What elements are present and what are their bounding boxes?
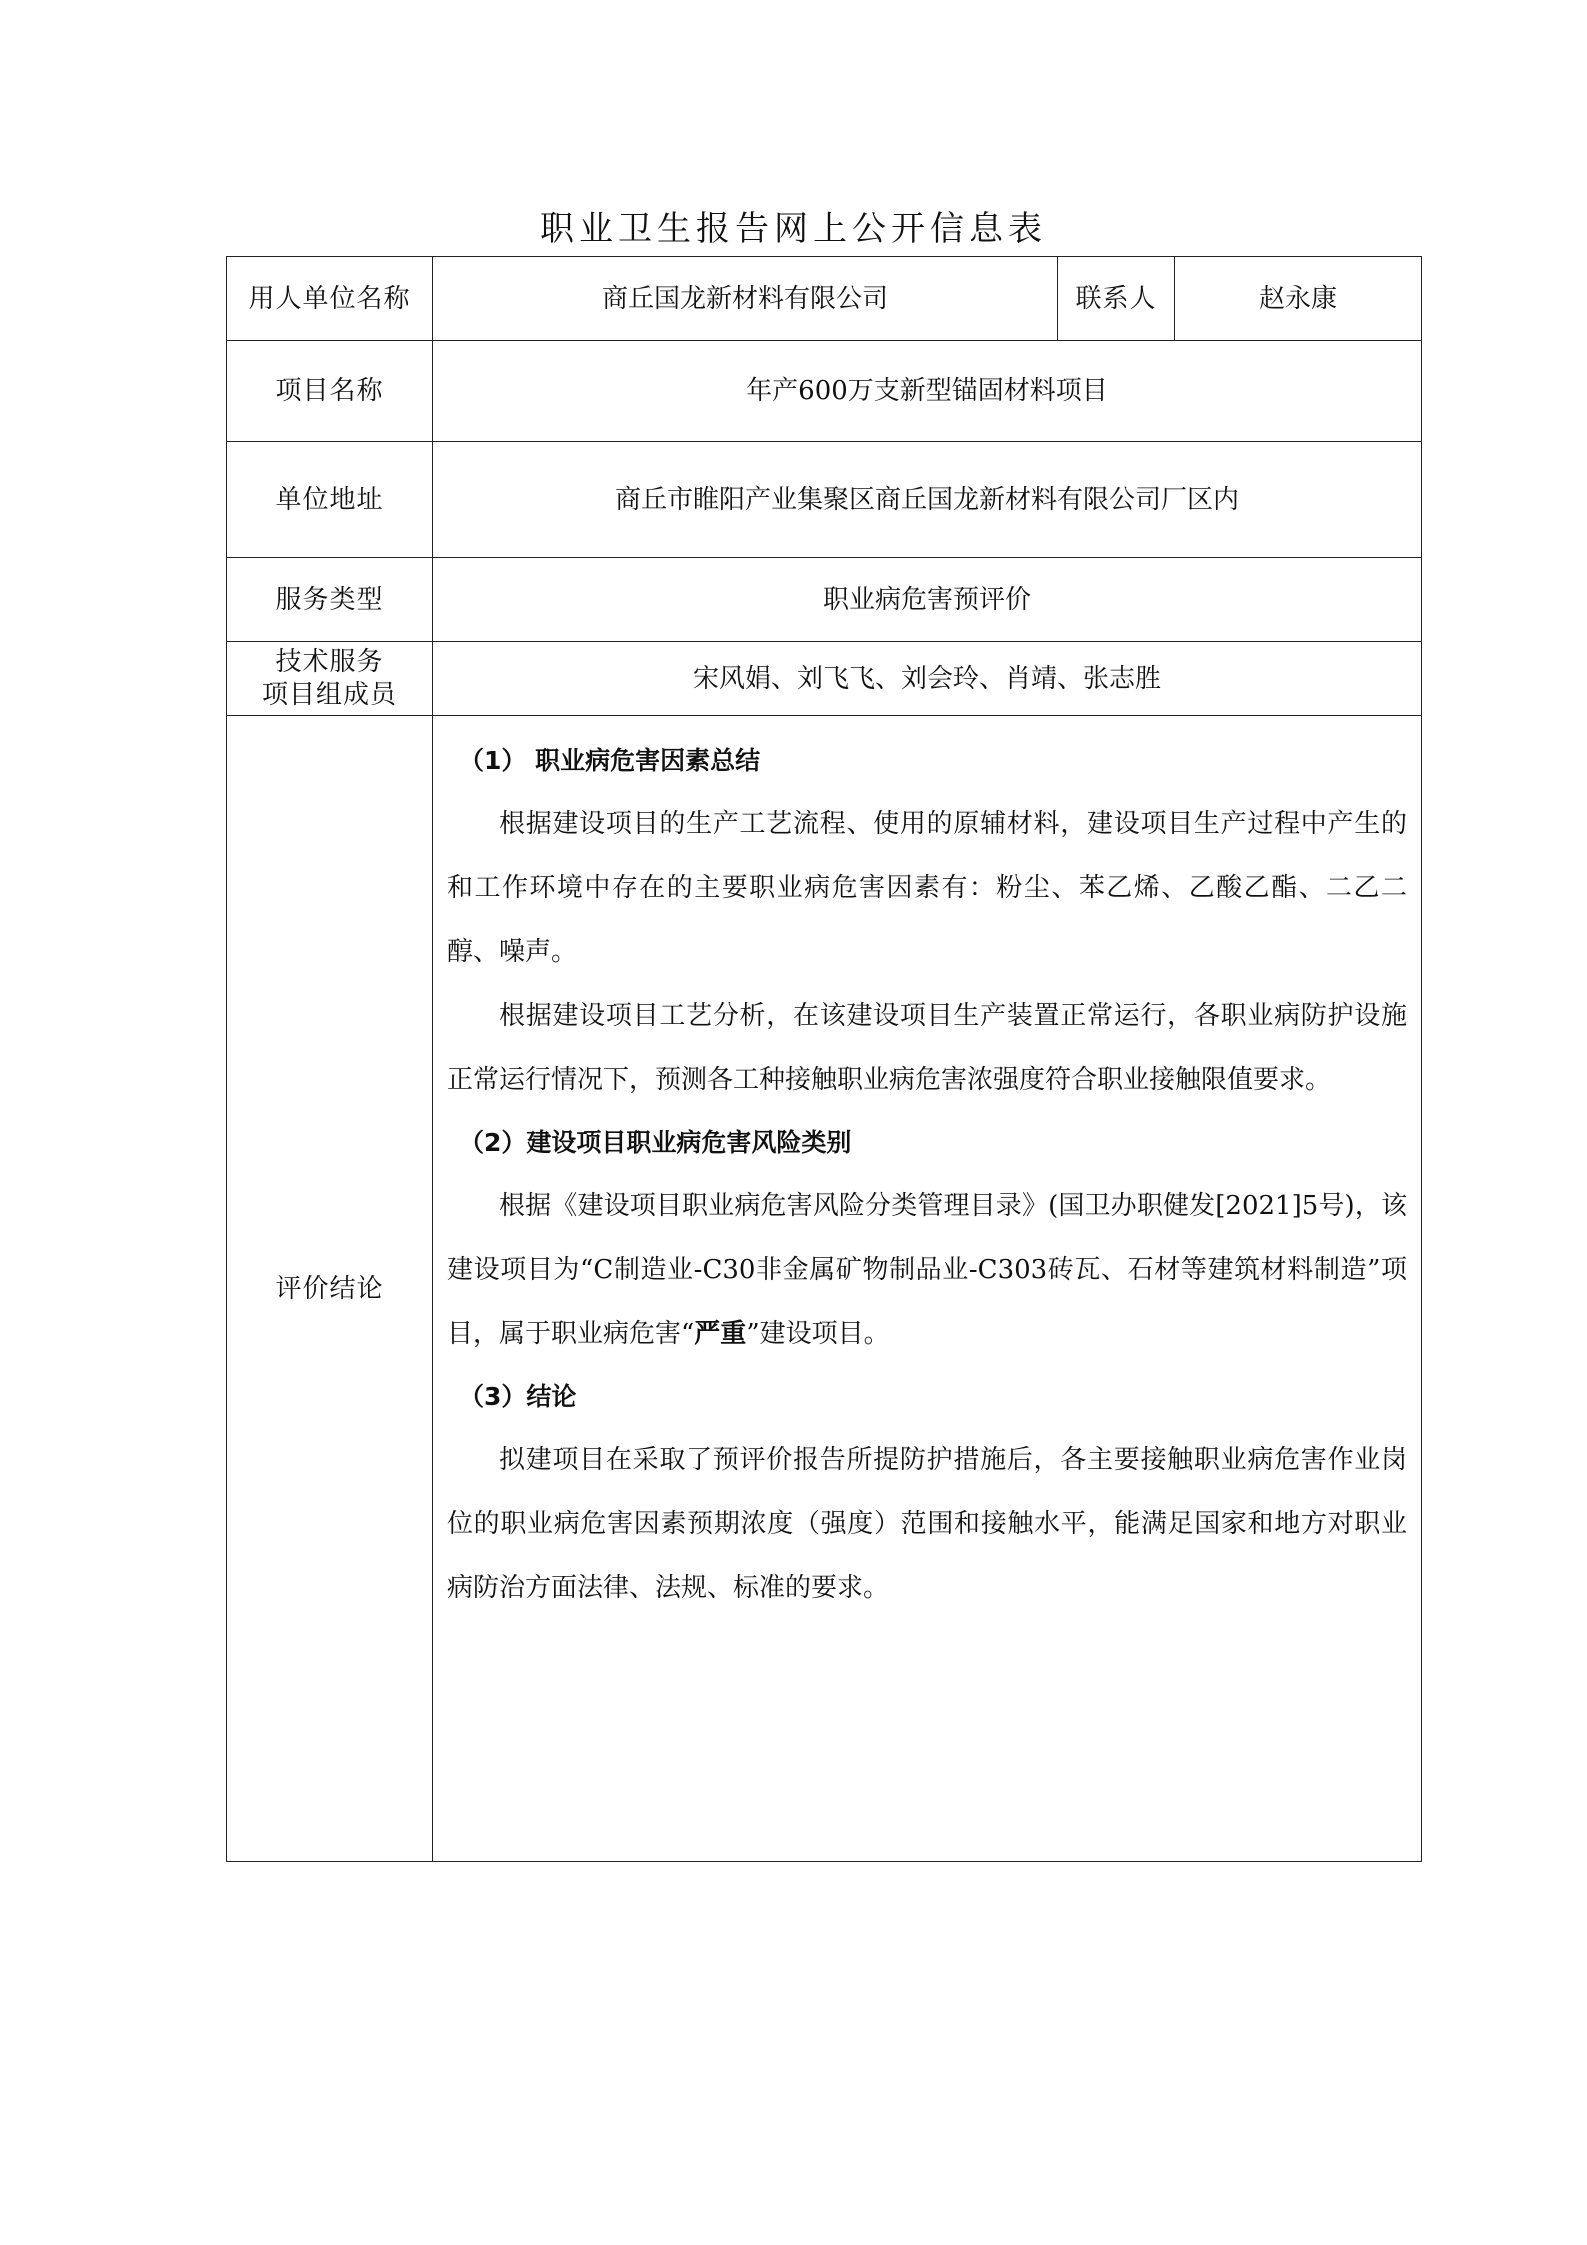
risk-level-emphasis: 严重: [694, 1319, 747, 1349]
conclusion-label: 评价结论: [227, 716, 433, 1862]
section-2-text-pre: 根据《建设项目职业病危害风险分类管理目录》(国卫办职健发[2021]5号)，该建设项目为“C制造业-C30非金属矿物制品业-C303砖瓦、石材等建筑材料制造”项目，属于职业病危害“: [447, 1191, 1407, 1349]
row-project: [227, 341, 1422, 442]
row-team: [227, 642, 1422, 716]
row-address: [227, 442, 1422, 558]
contact-label: 联系人: [1058, 257, 1175, 341]
address-value: 商丘市睢阳产业集聚区商丘国龙新材料有限公司厂区内: [433, 442, 1422, 558]
address-label: 单位地址: [227, 442, 433, 558]
team-value: 宋风娟、刘飞飞、刘会玲、肖靖、张志胜: [433, 642, 1422, 716]
project-label: 项目名称: [227, 341, 433, 442]
employer-value: 商丘国龙新材料有限公司: [433, 257, 1058, 341]
row-employer: [227, 257, 1422, 341]
contact-value: 赵永康: [1175, 257, 1422, 341]
project-value: 年产600万支新型锚固材料项目: [433, 341, 1422, 442]
row-service: [227, 558, 1422, 642]
row-conclusion: [227, 716, 1422, 1862]
section-2-paragraph: [447, 1174, 1407, 1366]
info-table: [226, 256, 1422, 1862]
section-3-heading: （3）结论: [459, 1382, 577, 1411]
section-1-paragraph-1: 根据建设项目的生产工艺流程、使用的原辅材料，建设项目生产过程中产生的和工作环境中存在的主要职业病危害因素有：粉尘、苯乙烯、乙酸乙酯、二乙二醇、噪声。: [447, 809, 1407, 967]
section-2-text-post: ”建设项目。: [746, 1319, 890, 1349]
section-1-heading: （1） 职业病危害因素总结: [459, 746, 761, 775]
team-label-line1: 技术服务: [275, 646, 384, 677]
conclusion-content: [433, 716, 1422, 1862]
team-label: [227, 642, 433, 716]
section-3-paragraph: 拟建项目在采取了预评价报告所提防护措施后，各主要接触职业病危害作业岗位的职业病危害因素预期浓度（强度）范围和接触水平，能满足国家和地方对职业病防治方面法律、法规、标准的要求。: [447, 1445, 1407, 1603]
team-label-line2: 项目组成员: [261, 679, 397, 710]
employer-label: 用人单位名称: [227, 257, 433, 341]
section-1-paragraph-2: 根据建设项目工艺分析，在该建设项目生产装置正常运行，各职业病防护设施正常运行情况下，预测各工种接触职业病危害浓强度符合职业接触限值要求。: [447, 1001, 1407, 1095]
service-label: 服务类型: [227, 558, 433, 642]
section-2-heading: （2）建设项目职业病危害风险类别: [459, 1128, 852, 1157]
service-value: 职业病危害预评价: [433, 558, 1422, 642]
page-title: 职业卫生报告网上公开信息表: [540, 209, 1047, 249]
